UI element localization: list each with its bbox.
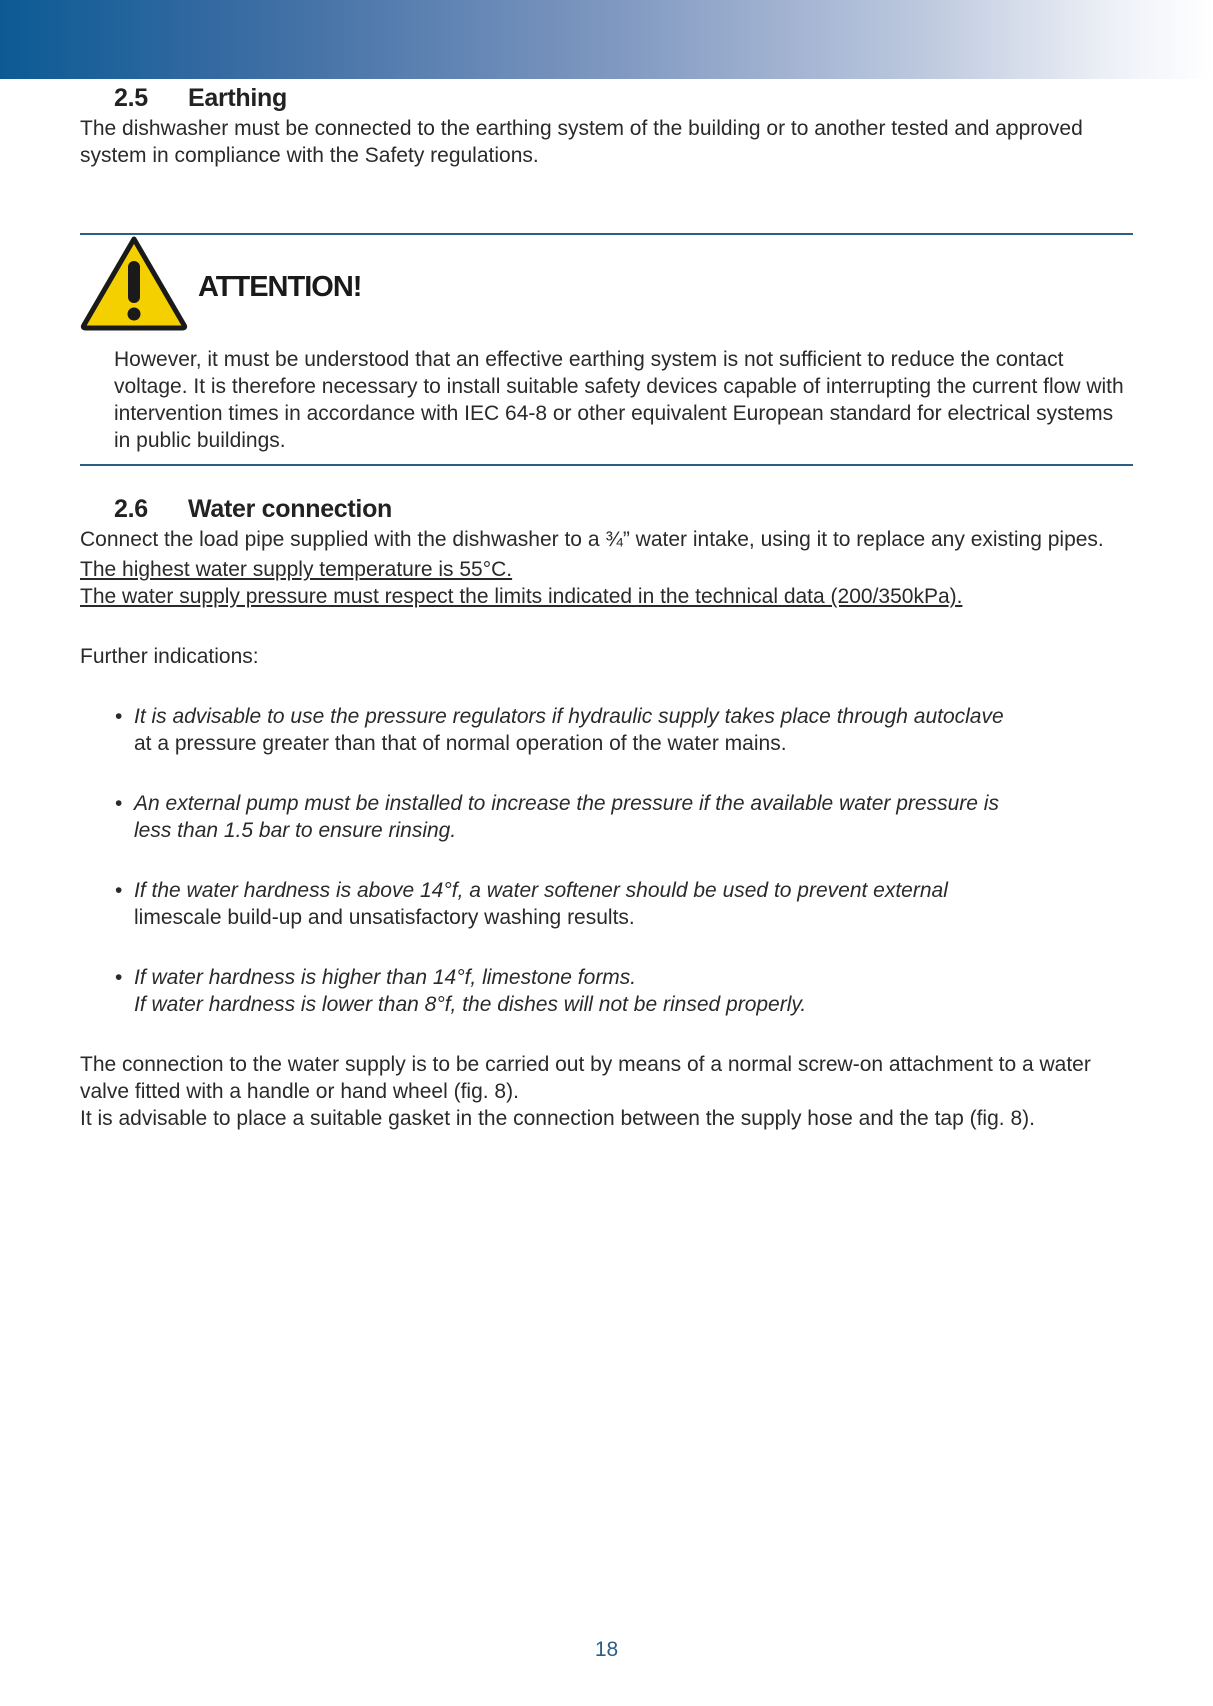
list-item xyxy=(115,964,1133,1018)
earthing-heading xyxy=(114,84,1133,113)
indication-line: An external pump must be installed to increase the pressure if the available water pressure is xyxy=(134,792,999,815)
indication-line: It is advisable to use the pressure regulators if hydraulic supply takes place through autoclave xyxy=(134,705,1004,728)
indication-line: at a pressure greater than that of normal operation of the water mains. xyxy=(134,732,787,755)
earthing-text: The dishwasher must be connected to the earthing system of the building or to another tested and approved system in compliance with the Safety regulations. xyxy=(80,117,1083,167)
water-section-number: 2.6 xyxy=(114,495,148,523)
list-item xyxy=(115,790,1133,844)
list-item xyxy=(115,877,1133,931)
water-intro-text: Connect the load pipe supplied with the dishwasher to a ¾” water intake, using it to replace any existing pipes. xyxy=(80,528,1104,551)
pressure-note: The water supply pressure must respect the limits indicated in the technical data (200/350kPa). xyxy=(80,585,963,608)
further-indications-label: Further indications: xyxy=(80,645,259,668)
indications-list xyxy=(80,703,1133,1018)
water-connection-section xyxy=(80,495,1133,1132)
gasket-text: It is advisable to place a suitable gasket in the connection between the supply hose and the tap (fig. 8). xyxy=(80,1107,1035,1130)
bullet-icon: • xyxy=(115,705,123,728)
indication-line: If water hardness is higher than 14°f, limestone forms. xyxy=(134,966,637,989)
earthing-section-number: 2.5 xyxy=(114,84,148,112)
water-connection-heading xyxy=(114,495,1133,524)
list-item xyxy=(115,703,1133,757)
document-page xyxy=(80,84,1133,1130)
connection-text: The connection to the water supply is to be carried out by means of a normal screw-on attachment to a water valve fitted with a handle or hand wheel (fig. 8). xyxy=(80,1053,1091,1103)
bullet-icon: • xyxy=(115,966,123,989)
earthing-section-title: Earthing xyxy=(188,84,287,112)
indication-line: limescale build-up and unsatisfactory washing results. xyxy=(134,906,635,929)
water-section-title: Water connection xyxy=(188,495,393,523)
page-number: 18 xyxy=(594,1638,619,1661)
indication-line: less than 1.5 bar to ensure rinsing. xyxy=(134,819,457,842)
temperature-note: The highest water supply temperature is 55°C. xyxy=(80,558,513,581)
attention-text: However, it must be understood that an effective earthing system is not sufficient to reduce the contact voltage. It is therefore necessary to install suitable safety devices capable of interrupting the current flow with intervention times in accordance with IEC 64-8 or other equivalent European standard for electrical systems in public buildings. xyxy=(114,348,1124,452)
attention-title: ATTENTION! xyxy=(198,271,362,303)
indication-line: If the water hardness is above 14°f, a water softener should be used to prevent external xyxy=(134,879,948,902)
attention-box xyxy=(80,233,1133,466)
warning-triangle-icon xyxy=(80,235,188,331)
bullet-icon: • xyxy=(115,792,123,815)
indication-line: If water hardness is lower than 8°f, the dishes will not be rinsed properly. xyxy=(134,993,807,1016)
bullet-icon: • xyxy=(115,879,123,902)
header-band xyxy=(0,0,1213,79)
